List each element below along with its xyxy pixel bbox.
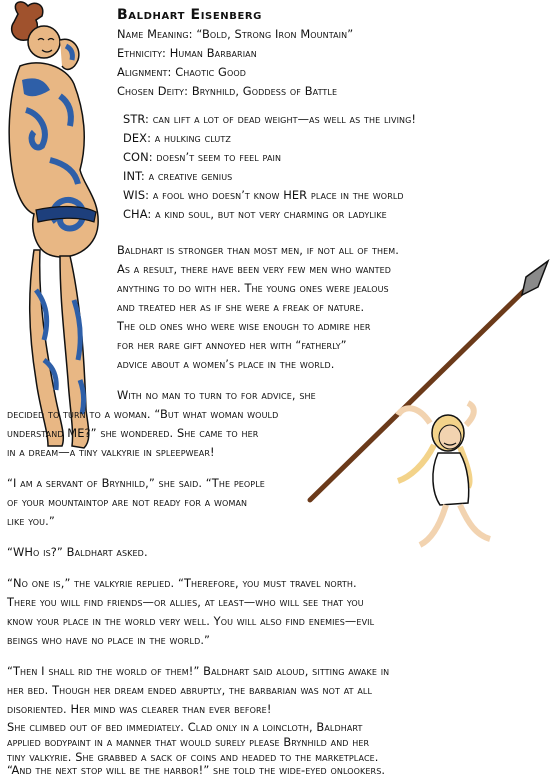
stat-abbr: STR: bbox=[123, 112, 149, 126]
name-meaning-line bbox=[117, 27, 353, 42]
story-line: her bed. Though her dream ended abruptly, the barbarian was not at all bbox=[7, 683, 373, 697]
stat-dex bbox=[123, 131, 231, 146]
story-line: in a dream—a tiny valkyrie in spleepwear! bbox=[7, 445, 215, 459]
story-line: The old ones who were wise enough to admire her bbox=[117, 319, 371, 333]
deity-value: Brynhild, Goddess of Battle bbox=[191, 84, 338, 98]
story-line: applied bodypaint in a manner that would surely please Brynhild and her bbox=[7, 735, 370, 749]
story-line: With no man to turn to for advice, she bbox=[117, 388, 316, 402]
story-line: “I am a servant of Brynhild,” she said. “The people bbox=[7, 476, 265, 490]
stat-con bbox=[123, 150, 281, 165]
story-line: beings who have no place in the world.” bbox=[7, 633, 211, 647]
stat-text: a kind soul, but not very charming or ladylike bbox=[155, 207, 387, 221]
alignment-label: Alignment: bbox=[117, 65, 172, 79]
story-line: There you will find friends—or allies, at least—who will see that you bbox=[7, 595, 364, 609]
story-line: of your mountaintop are not ready for a woman bbox=[7, 495, 248, 509]
stat-text: can lift a lot of dead weight—as well as the living! bbox=[152, 112, 417, 126]
stat-abbr: DEX: bbox=[123, 131, 152, 145]
deity-line bbox=[117, 84, 337, 99]
stat-str bbox=[123, 112, 416, 127]
story-line: She climbed out of bed immediately. Clad only in a loincloth, Baldhart bbox=[7, 720, 363, 734]
ethnicity-line bbox=[117, 46, 257, 61]
character-name: Baldhart Eisenberg bbox=[117, 7, 262, 23]
story-line: “And the next stop will be the harbor!” she told the wide-eyed onlookers. bbox=[7, 763, 386, 777]
stat-abbr: INT: bbox=[123, 169, 145, 183]
story-line: As a result, there have been very few men who wanted bbox=[117, 262, 392, 276]
story-line: tiny valkyrie. She grabbed a sack of coins and headed to the marketplace. bbox=[7, 750, 379, 764]
story-line: decided to turn to a woman. “But what woman would bbox=[7, 407, 279, 421]
alignment-value: Chaotic Good bbox=[175, 65, 247, 79]
story-line: anything to do with her. The young ones were jealous bbox=[117, 281, 389, 295]
story-line: know your place in the world very well. You will also find enemies—evil bbox=[7, 614, 375, 628]
story-line: “Then I shall rid the world of them!” Baldhart said aloud, sitting awake in bbox=[7, 664, 390, 678]
baldhart-illustration bbox=[0, 0, 125, 450]
story-line: Baldhart is stronger than most men, if not all of them. bbox=[117, 243, 399, 257]
ethnicity-value: Human Barbarian bbox=[169, 46, 257, 60]
story-line: “No one is,” the valkyrie replied. “Therefore, you must travel north. bbox=[7, 576, 357, 590]
ethnicity-label: Ethnicity: bbox=[117, 46, 166, 60]
stat-wis bbox=[123, 188, 404, 203]
alignment-line bbox=[117, 65, 246, 80]
story-line: like you.” bbox=[7, 514, 55, 528]
stat-int bbox=[123, 169, 232, 184]
story-line: understand ME?” she wondered. She came to her bbox=[7, 426, 259, 440]
story-line: advice about a women’s place in the world. bbox=[117, 357, 335, 371]
name-meaning-value: “Bold, Strong Iron Mountain” bbox=[196, 27, 354, 41]
story-line: disoriented. Her mind was clearer than ever before! bbox=[7, 702, 272, 716]
stat-abbr: WIS: bbox=[123, 188, 150, 202]
stat-abbr: CHA: bbox=[123, 207, 152, 221]
stat-cha bbox=[123, 207, 387, 222]
stat-text: doesn’t seem to feel pain bbox=[156, 150, 282, 164]
stat-text: a hulking clutz bbox=[154, 131, 231, 145]
story-line: and treated her as if she were a freak of nature. bbox=[117, 300, 365, 314]
name-meaning-label: Name Meaning: bbox=[117, 27, 193, 41]
stat-text: a creative genius bbox=[148, 169, 233, 183]
deity-label: Chosen Deity: bbox=[117, 84, 189, 98]
story-line: for her rare gift annoyed her with “fatherly” bbox=[117, 338, 347, 352]
stat-text: a fool who doesn’t know HER place in the world bbox=[152, 188, 404, 202]
story-line: “WHo is?” Baldhart asked. bbox=[7, 545, 148, 559]
stat-abbr: CON: bbox=[123, 150, 153, 164]
